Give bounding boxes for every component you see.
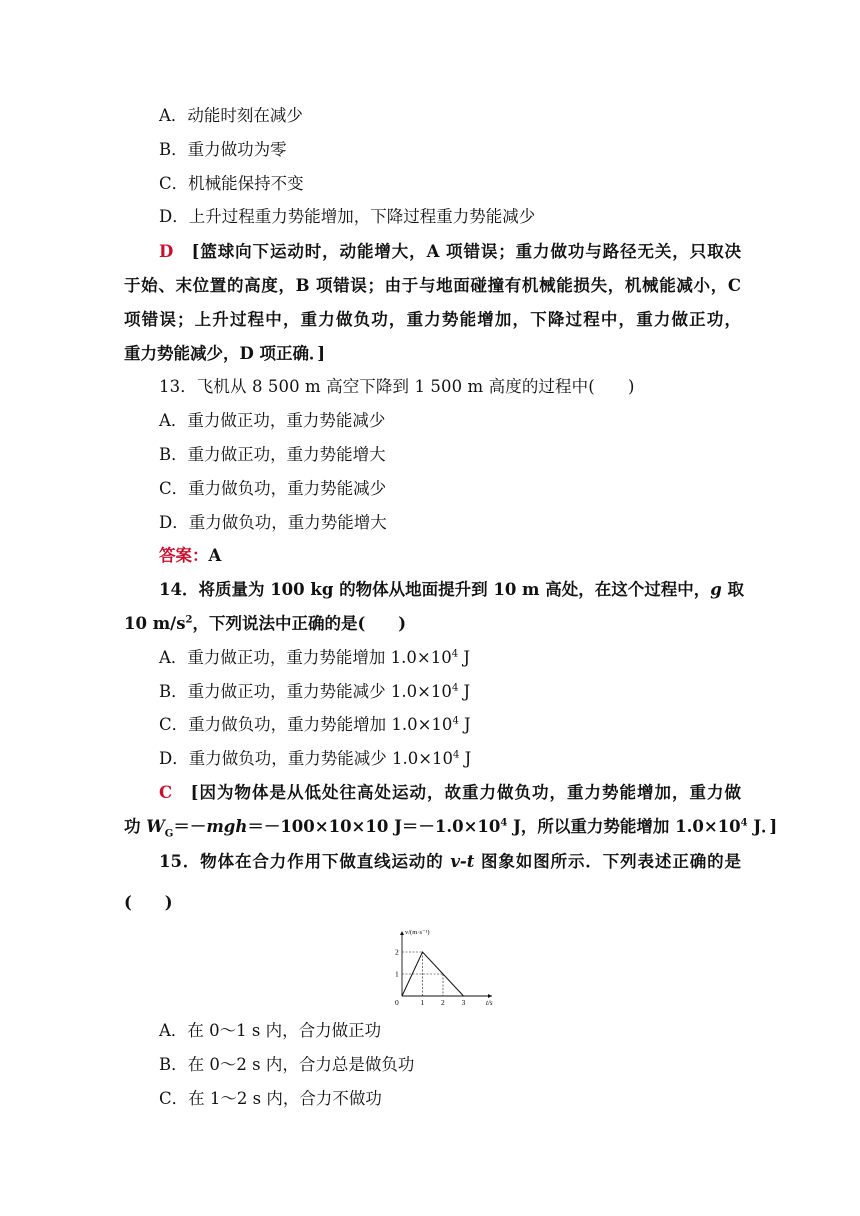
q15-stem-line-1: 15．物体在合力作用下做直线运动的 v-t 图象如图所示．下列表述正确的是	[159, 852, 741, 871]
x-tick-label-3: 3	[461, 998, 466, 1007]
q12-option-a: A．动能时刻在减少	[159, 106, 303, 125]
q12-explanation-line-3: 项错误；上升过程中，重力做负功，重力势能增加，下降过程中，重力做正功，	[124, 310, 741, 329]
q13-answer-value: A	[208, 546, 222, 565]
q14-option-d: D．重力做负功，重力势能减少 $1.0\times 10^4$ J	[159, 749, 472, 768]
y-tick-label-2: 2	[395, 947, 399, 957]
q15-option-b: B．在 0～2 s 内，合力总是做负功	[159, 1055, 415, 1074]
vt-graph	[390, 924, 500, 1010]
x-tick-label-1: 1	[420, 998, 425, 1007]
q13-stem: 13．飞机从 8 500 m 高空下降到 1 500 m 高度的过程中( )	[159, 377, 635, 396]
q13-answer-label: 答案：	[159, 546, 209, 565]
q14-option-a: A．重力做正功，重力势能增加 $1.0\times 10^4$ J	[159, 648, 470, 667]
q14-explanation-line-1: C [因为物体是从低处往高处运动，故重力做负功，重力势能增加，重力做	[159, 783, 742, 802]
q14-option-c: C．重力做负功，重力势能增加 $1.0\times 10^4$ J	[159, 715, 471, 734]
x-axis-arrow	[488, 994, 492, 998]
vt-series-line	[402, 952, 464, 996]
y-axis-label: v/(m·s⁻¹)	[405, 929, 430, 936]
x-tick-label-2: 2	[441, 998, 445, 1007]
q15-option-a: A．在 0～1 s 内，合力做正功	[159, 1021, 382, 1040]
x-axis-label: t/s	[486, 999, 493, 1007]
q15-option-c: C．在 1～2 s 内，合力不做功	[159, 1089, 382, 1108]
q12-option-c: C．机械能保持不变	[159, 174, 304, 193]
x-tick-label-0: 0	[395, 998, 399, 1007]
q14-stem-line-1: 14．将质量为 100 kg 的物体从地面提升到 10 m 高处，在这个过程中，g 取	[159, 580, 745, 599]
q12-explanation-line-2: 于始、末位置的高度，B 项错误；由于与地面碰撞有机械能损失，机械能减小，C	[124, 276, 741, 295]
q14-answer-letter: C	[159, 783, 173, 802]
q14-option-b: B．重力做正功，重力势能减少 $1.0\times 10^4$ J	[159, 682, 471, 701]
q13-option-a: A．重力做正功，重力势能减少	[159, 411, 386, 430]
q12-explanation-line-1: D [篮球向下运动时，动能增大，A 项错误；重力做功与路径无关，只取决	[159, 242, 741, 261]
q12-option-d: D．上升过程重力势能增加，下降过程重力势能减少	[159, 207, 536, 226]
q13-option-d: D．重力做负功，重力势能增大	[159, 513, 387, 532]
q13-option-b: B．重力做正功，重力势能增大	[159, 445, 386, 464]
q14-explanation-line-2: 功 $W_G=-mgh=-100\times 10\times 10$ $J=-1.0\times 10^4$ J，所以重力势能增加 $1.0\times 10^4$ J．]	[124, 817, 778, 840]
y-axis-arrow	[400, 931, 404, 935]
y-tick-label-1: 1	[395, 969, 399, 979]
q12-answer-letter: D	[159, 242, 174, 261]
q12-explanation-line-4: 重力势能减少，D 项正确．]	[124, 344, 326, 363]
q13-option-c: C．重力做负功，重力势能减少	[159, 479, 387, 498]
q13-answer	[159, 546, 779, 566]
q12-option-b: B．重力做功为零	[159, 140, 287, 159]
q14-stem-line-2: 10 $m/s^2$，下列说法中正确的是( )	[124, 614, 407, 633]
q15-stem-line-2: ( )	[124, 893, 173, 912]
